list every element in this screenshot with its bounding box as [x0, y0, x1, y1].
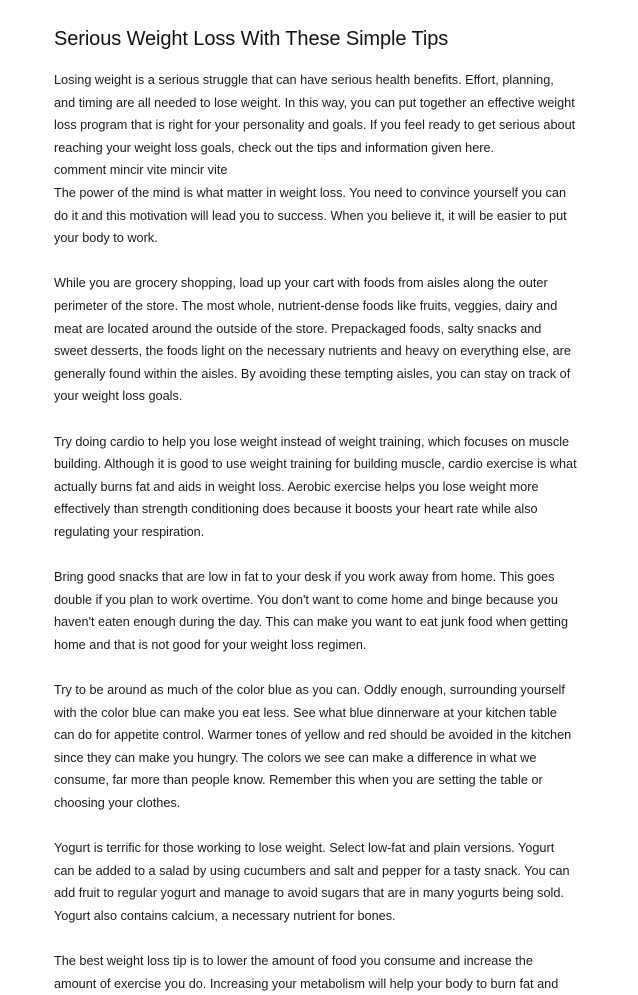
paragraph-line: loss program that is right for your personality and goals. If you feel ready to get serious about [54, 118, 576, 133]
paragraph-line: Yogurt is terrific for those working to lose weight. Select low-fat and plain versions. Yogurt [54, 841, 555, 856]
paragraph-line: building. Although it is good to use weight training for building muscle, cardio exercise is what [54, 457, 577, 472]
paragraph-line: Losing weight is a serious struggle that can have serious health benefits. Effort, planning, [54, 73, 554, 87]
paragraph-line: Try to be around as much of the color blue as you can. Oddly enough, surrounding yourself [54, 683, 565, 698]
paragraph-line: Yogurt also contains calcium, a necessary nutrient for bones. [54, 908, 396, 923]
paragraph-line: meat are located around the outside of the store. Prepackaged foods, salty snacks and [54, 321, 542, 336]
paragraph-line: home and that is not good for your weight loss regimen. [54, 637, 367, 652]
document-title: Serious Weight Loss With These Simple Tips [54, 28, 449, 50]
paragraph-line: since they can make you hungry. The colors we see can make a difference in what we [54, 750, 537, 765]
paragraph-line: can do for appetite control. Warmer tones of yellow and red should be avoided in the kitchen [54, 728, 572, 743]
paragraph-line: with the color blue can make you eat less. See what blue dinnerware at your kitchen table [54, 705, 557, 720]
paragraph-line: your weight loss goals. [54, 389, 183, 404]
cardio-paragraph [54, 431, 590, 544]
paragraph-line: do it and this motivation will lead you to success. When you believe it, it will be easier to put [54, 208, 567, 223]
blue-color-paragraph [54, 679, 590, 815]
paragraph-line: add fruit to regular yogurt and manage to avoid sugars that are in many yogurts being sold. [54, 886, 564, 901]
paragraph-line: The best weight loss tip is to lower the amount of food you consume and increase the [54, 954, 533, 969]
paragraph-line: consume, far more than people know. Remember this when you are setting the table or [54, 773, 543, 788]
paragraph-line: Bring good snacks that are low in fat to your desk if you work away from home. This goes [54, 570, 555, 585]
paragraph-line: While you are grocery shopping, load up your cart with foods from aisles along the outer [54, 276, 548, 291]
paragraph-line: sweet desserts, the foods light on the necessary nutrients and heavy on everything else, are [54, 344, 571, 359]
paragraph-line: reaching your weight loss goals, check out the tips and information given here. [54, 140, 495, 155]
paragraph-line: The power of the mind is what matter in weight loss. You need to convince yourself you can [54, 185, 567, 200]
paragraph-line: amount of exercise you do. Increasing your metabolism will help your body to burn fat and [54, 976, 559, 991]
yogurt-paragraph [54, 837, 590, 927]
paragraph-line: can be added to a salad by using cucumbers and salt and pepper for a tasty snack. You can [54, 863, 570, 878]
paragraph-line: effectively than strength conditioning does because it boosts your heart rate while also [54, 502, 538, 517]
paragraph-line: and timing are all needed to lose weight. In this way, you can put together an effective weight [54, 95, 575, 110]
intro-paragraph [54, 69, 590, 159]
paragraph-line: perimeter of the store. The most whole, nutrient-dense foods like fruits, veggies, dairy and [54, 298, 558, 313]
paragraph-line: actually burns fat and aids in weight loss. Aerobic exercise helps you lose weight more [54, 479, 539, 494]
paragraph-line: your body to work. [54, 231, 158, 246]
keyword-line [54, 159, 590, 182]
document-page [54, 26, 590, 995]
paragraph-line: double if you plan to work overtime. You don't want to come home and binge because you [54, 592, 558, 607]
paragraph-line: regulating your respiration. [54, 524, 205, 539]
paragraph-line: Try doing cardio to help you lose weight instead of weight training, which focuses on muscle [54, 434, 570, 449]
paragraph-line: choosing your clothes. [54, 796, 181, 810]
mind-paragraph [54, 182, 590, 250]
snacks-paragraph [54, 566, 590, 656]
paragraph-line: haven't eaten enough during the day. This can make you want to eat junk food when getting [54, 615, 569, 630]
best-tip-paragraph [54, 950, 590, 995]
paragraph-line: generally found within the aisles. By avoiding these tempting aisles, you can stay on track of [54, 366, 571, 381]
paragraph-line: comment mincir vite mincir vite [54, 163, 228, 178]
grocery-paragraph [54, 272, 590, 408]
